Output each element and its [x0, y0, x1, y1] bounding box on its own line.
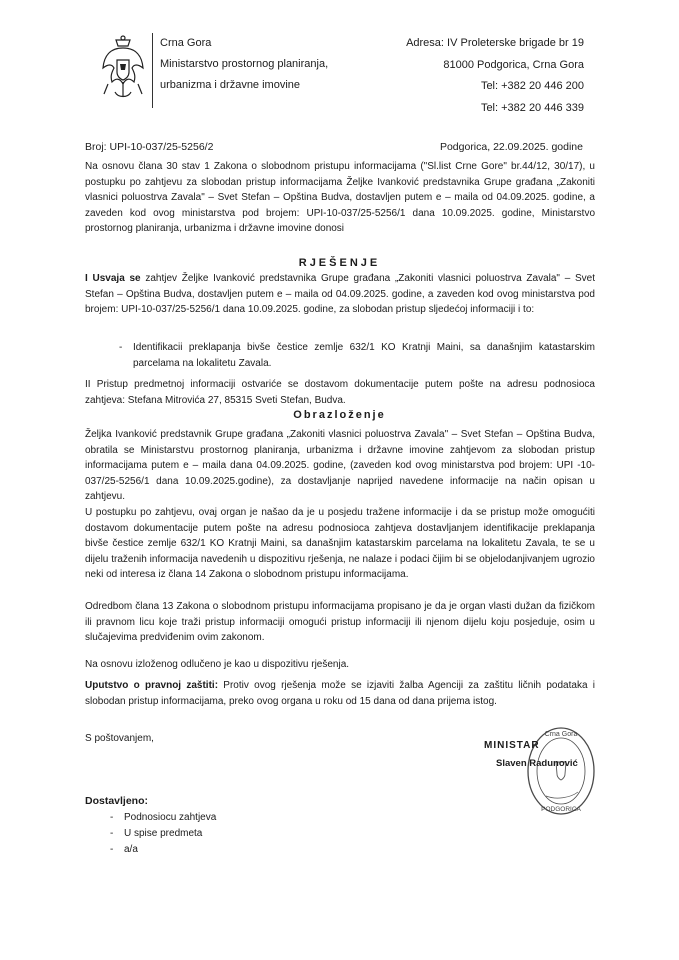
- reference-number: Broj: UPI-10-037/25-5256/2: [85, 141, 214, 153]
- decision-title: RJEŠENJE: [298, 257, 381, 269]
- signer-name: Slaven Radunović: [496, 758, 578, 769]
- coat-of-arms-icon: [100, 34, 146, 106]
- reasoning-paragraph-1: Željka Ivanković predstavnik Grupe građana „Zakoniti vlasnici poluostrva Zavala" – Svet Stefan – Opština Budva, obratila se Ministarstvu prostornog planiranja, urbanizma i državne imovine zahtjevom za slobodan pristup informacijama putem e – maila dana 04.09.2025. godine, (zaveden kod ovog ministarstva pod brojem: UPI -10-037/25-5256/1 dana 10.09.2025.godine), za dostavljanje naprijed navedene informacije na način opisan u zahtjevu.: [85, 429, 595, 502]
- address-block: [406, 33, 584, 119]
- decision-label: I Usvaja se: [85, 273, 141, 284]
- list-item: - a/a: [110, 842, 216, 858]
- signer-role: MINISTAR: [484, 740, 540, 751]
- reasoning-title: Obrazloženje: [293, 409, 386, 421]
- reasoning-paragraph-2: U postupku po zahtjevu, ovaj organ je našao da je u posjedu tražene informacije i da se pristup može omogućiti dostavom dokumentacije putem pošte na adresu podnosioca zahtjeva dostavljanjem identifikacije preklapanja bivše čestice zemlje 632/1 KO Kratnji Maini, sa današnjim katastarskim parcelama na lokalitetu Zavala, te se u dijelu traženih informacija navedenih u dispozitivu rješenja, ne nalaze i podaci čijim bi se objelodanjivanjem ugrozio neki od interesa iz člana 14 Zakona o slobodnom pristupu informacijama.: [85, 507, 595, 580]
- list-item: - Podnosiocu zahtjeva: [110, 810, 216, 826]
- legal-remedy-paragraph: [85, 678, 595, 709]
- delivery-list: [110, 810, 216, 858]
- intro-paragraph: Na osnovu člana 30 stav 1 Zakona o slobodnom pristupu informacijama ("Sl.list Crne Gore" br.44/12, 30/17), u postupku po zahtjevu za slobodan pristup informacijama Željke Ivanković predstavnika Grupe građana „Zakoniti vlasnici poluostrva Zavala" – Svet Stefan – Opština Budva, dostavljen putem e – maila od 04.09.2025. godine, a zaveden kod ovog ministarstva pod brojem: UPI-10-037/25-5256/1 dana 10.09.2025. godine, Ministarstvo prostornog planiranja, urbanizma i državne imovine donosi: [85, 161, 595, 234]
- signature-block: [484, 726, 594, 826]
- list-item: - U spise predmeta: [110, 826, 216, 842]
- header-divider: [152, 33, 153, 108]
- phone-1: Tel: +382 20 446 200: [480, 80, 584, 92]
- document-date: Podgorica, 22.09.2025. godine: [439, 141, 583, 153]
- legal-remedy-text: Protiv ovog rješenja može se izjaviti žalba Agenciji za zaštitu ličnih podataka i slobodan pristup informacijama, preko ovog organa u roku od 15 dana od dana prijema istog.: [85, 680, 595, 707]
- svg-text:PODGORICA: PODGORICA: [541, 806, 581, 813]
- decision-paragraph-1: [85, 271, 595, 318]
- svg-text:Crna Gora: Crna Gora: [544, 731, 578, 738]
- address-city: 81000 Podgorica, Crna Gora: [443, 58, 584, 71]
- delivery-title: Dostavljeno:: [85, 795, 149, 807]
- greeting: S poštovanjem,: [85, 733, 154, 744]
- org-ministry: Ministarstvo prostornog planiranja,: [160, 58, 329, 70]
- org-country: Crna Gora: [160, 37, 212, 49]
- reasoning-paragraph-3: Odredbom člana 13 Zakona o slobodnom pristupu informacijama propisano je da je organ vlasti dužan da fizičkom ili pravnom licu koje traži pristup informaciji omogući pristup informaciji ili njenom dijelu koju posjeduje, osim u slučajevima predviđenim ovim zakonom.: [85, 601, 595, 643]
- address-street: Adresa: IV Proleterske brigade br 19: [406, 37, 584, 49]
- issuer-block: [160, 33, 328, 96]
- phone-2: Tel: +382 20 446 339: [480, 101, 584, 114]
- legal-remedy-label: Uputstvo o pravnoj zaštiti:: [85, 680, 219, 691]
- reasoning-paragraph-4: Na osnovu izloženog odlučeno je kao u dispozitivu rješenja.: [85, 659, 350, 670]
- org-ministry-cont: urbanizma i državne imovine: [160, 79, 301, 91]
- decision-item-text: Identifikacii preklapanja bivše čestice zemlje 632/1 KO Kratnji Maini, sa današnjim katastarskim parcelama na lokalitetu Zavala.: [133, 342, 595, 369]
- decision-item: - Identifikacii preklapanja bivše čestice zemlje 632/1 KO Kratnji Maini, sa današnjim katastarskim parcelama na lokalitetu Zavala.: [119, 342, 595, 369]
- decision-text: zahtjev Željke Ivanković predstavnika Grupe građana „Zakoniti vlasnici poluostrva Zavala" – Svet Stefan – Opština Budva, dostavljen putem e – maila od 04.09.2025. godine, a zaveden kod ovog ministarstva pod brojem: UPI-10-037/25-5256/1 dana 10.09.2025. godine, za slobodan pristup sljedećoj informaciji i to:: [85, 273, 595, 315]
- decision-paragraph-2: II Pristup predmetnoj informaciji ostvariće se dostavom dokumentacije putem pošte na adresu podnosioca zahtjeva: Stefana Mitrovića 27, 85315 Sveti Stefan, Budva.: [85, 379, 595, 406]
